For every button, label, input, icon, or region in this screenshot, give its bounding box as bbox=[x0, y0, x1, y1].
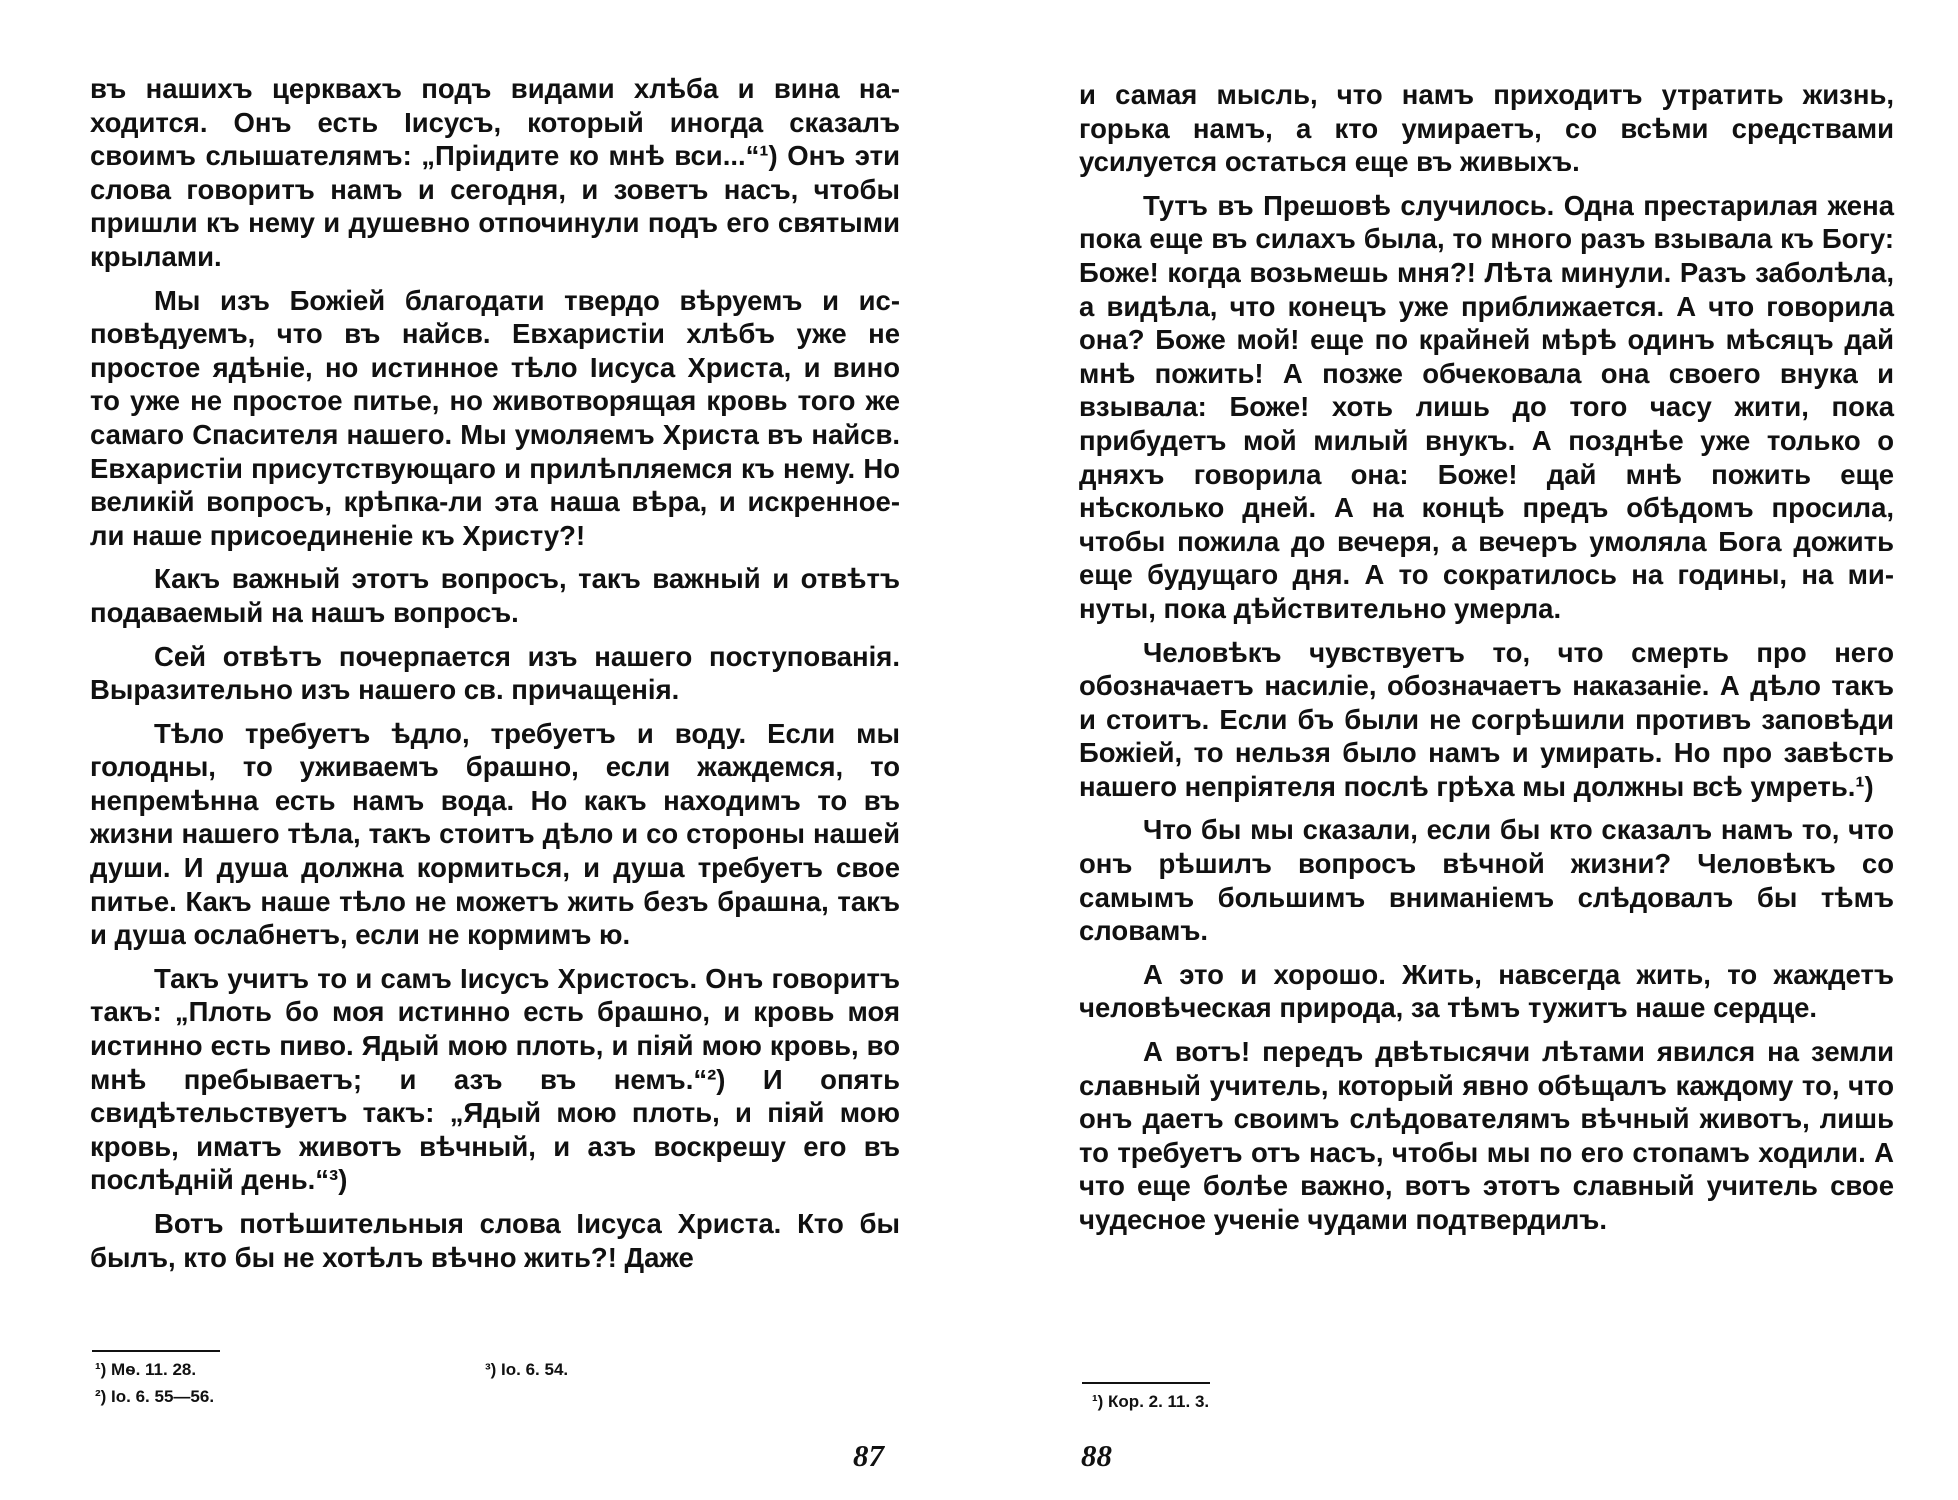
page-number: 88 bbox=[1081, 1438, 1112, 1473]
paragraph: и самая мысль, что намъ приходитъ утратить жизнь, горька намъ, а кто умираетъ, со всѣми средствами усилуется остаться еще въ живыхъ. bbox=[1079, 79, 1894, 178]
footnote-3: ³) Іо. 6. 54. bbox=[485, 1360, 569, 1379]
paragraph: А вотъ! передъ двѣтысячи лѣтами явился на земли славный учитель, который явно обѣщалъ каждому то, что онъ даетъ своимъ слѣдователямъ вѣчный животъ, лишь то требуетъ отъ насъ, чтобы мы по его стопамъ ходили. А что еще болѣе важно, вотъ этотъ славный учитель свое чудесное ученіе чудами подтвердилъ. bbox=[1079, 1036, 1894, 1235]
footnote-1: ¹) Мѳ. 11. 28. bbox=[95, 1360, 197, 1379]
page-number: 87 bbox=[853, 1438, 884, 1473]
paragraph: въ нашихъ церквахъ подъ видами хлѣба и вина находится. Онъ есть Іисусъ, который иногда сказалъ своимъ слышателямъ: „Пріидите ко мнѣ вси...“¹) Онъ эти слова говоритъ намъ и сегодня, и зоветъ насъ, чтобы пришли къ нему и душевно отпочинули подъ его святыми крылами. bbox=[90, 73, 900, 272]
paragraph: Тѣло требуетъ ѣдло, требуетъ и воду. Если мы голодны, то уживаемъ брашно, если жаждемся, то непремѣнна есть намъ вода. Но какъ находимъ то въ жизни нашего тѣла, такъ стоитъ дѣло и со стороны нашей души. И душа должна кормиться, и душа требуетъ свое питье. Какъ наше тѣло не можетъ жить безъ брашна, такъ и душа ослабнетъ, если не кормимъ ю. bbox=[90, 717, 900, 951]
left-text-column bbox=[90, 72, 900, 1284]
paragraph: Мы изъ Божіей благодати твердо вѣруемъ и исповѣдуемъ, что въ найсв. Евхаристіи хлѣбъ уже не простое ядѣніе, но истинное тѣло Іисуса Христа, и вино то уже не простое питье, но животворящая кровь того же самаго Спасителя нашего. Мы умоляемъ Христа въ найсв. Евхаристіи присутствующаго и прилѣпляемся къ нему. Но великій вопросъ, крѣпка-ли эта наша вѣра, и искренное-ли наше присоединеніе къ Христу?! bbox=[90, 284, 900, 551]
paragraph: Какъ важный этотъ вопросъ, такъ важный и отвѣтъ подаваемый на нашъ вопросъ. bbox=[90, 563, 900, 628]
footnote-2: ²) Іо. 6. 55—56. bbox=[95, 1387, 215, 1406]
right-page bbox=[979, 0, 1958, 1500]
footnote-row bbox=[95, 1383, 815, 1410]
right-text-column bbox=[1079, 78, 1894, 1247]
paragraph: Вотъ потѣшительныя слова Іисуса Христа. Кто бы былъ, кто бы не хотѣлъ вѣчно жить?! Даже bbox=[90, 1208, 900, 1273]
footnote-row bbox=[95, 1356, 815, 1383]
footnote-rule bbox=[92, 1350, 220, 1352]
right-footnotes bbox=[1092, 1382, 1592, 1415]
footnote-rule bbox=[1082, 1382, 1210, 1384]
paragraph: Человѣкъ чувствуетъ то, что смерть про него обозначаетъ насиліе, обозначаетъ наказаніе. А дѣло такъ и стоитъ. Если бъ были не согрѣшили противъ заповѣди Божіей, то нельзя было намъ и умирать. Но про завѣсть нашего непріятеля послѣ грѣха мы должны всѣ умреть.¹) bbox=[1079, 636, 1894, 802]
footnote-1: ¹) Кор. 2. 11. 3. bbox=[1092, 1392, 1210, 1411]
paragraph: А это и хорошо. Жить, навсегда жить, то жаждетъ человѣческая природа, за тѣмъ тужитъ наше сердце. bbox=[1079, 958, 1894, 1024]
paragraph: Тутъ въ Прешовѣ случилось. Одна престарилая жена пока еще въ силахъ была, то много разъ взывала къ Богу: Боже! когда возьмешь мня?! Лѣта минули. Разъ заболѣла, а видѣла, что конецъ уже приближается. А что говорила она? Боже мой! еще по крайней мѣрѣ одинъ мѣсяцъ дай мнѣ пожить! А позже обчековала она своего внука и взывала: Боже! хоть лишь до того часу жити, пока прибудетъ мой милый внукъ. А позднѣе уже только о дняхъ говорила она: Боже! дай мнѣ пожить еще нѣсколько дней. А на концѣ предъ обѣдомъ просила, чтобы пожила до вечеря, а вечеръ умоляла Бога дожить еще будущаго дня. А то сократилось на годины, на минуты, пока дѣйствительно умерла. bbox=[1079, 189, 1894, 624]
left-footnotes bbox=[95, 1350, 815, 1410]
paragraph: Такъ учитъ то и самъ Іисусъ Христосъ. Онъ говоритъ такъ: „Плоть бо моя истинно есть брашно, и кровь моя истинно есть пиво. Ядый мою плоть, и піяй мою кровь, во мнѣ пребываетъ; и азъ въ немъ.“²) И опять свидѣтельствуетъ такъ: „Ядый мою плоть, и піяй мою кровь, иматъ животъ вѣчный, и азъ воскрешу его въ послѣдній день.“³) bbox=[90, 962, 900, 1196]
footnote-row bbox=[1092, 1388, 1592, 1415]
paragraph: Что бы мы сказали, если бы кто сказалъ намъ то, что онъ рѣшилъ вопросъ вѣчной жизни? Человѣкъ со самымъ большимъ вниманіемъ слѣдовалъ бы тѣмъ словамъ. bbox=[1079, 814, 1894, 947]
paragraph: Сей отвѣтъ почерпается изъ нашего поступованія. Выразительно изъ нашего св. причащенія. bbox=[90, 640, 900, 706]
